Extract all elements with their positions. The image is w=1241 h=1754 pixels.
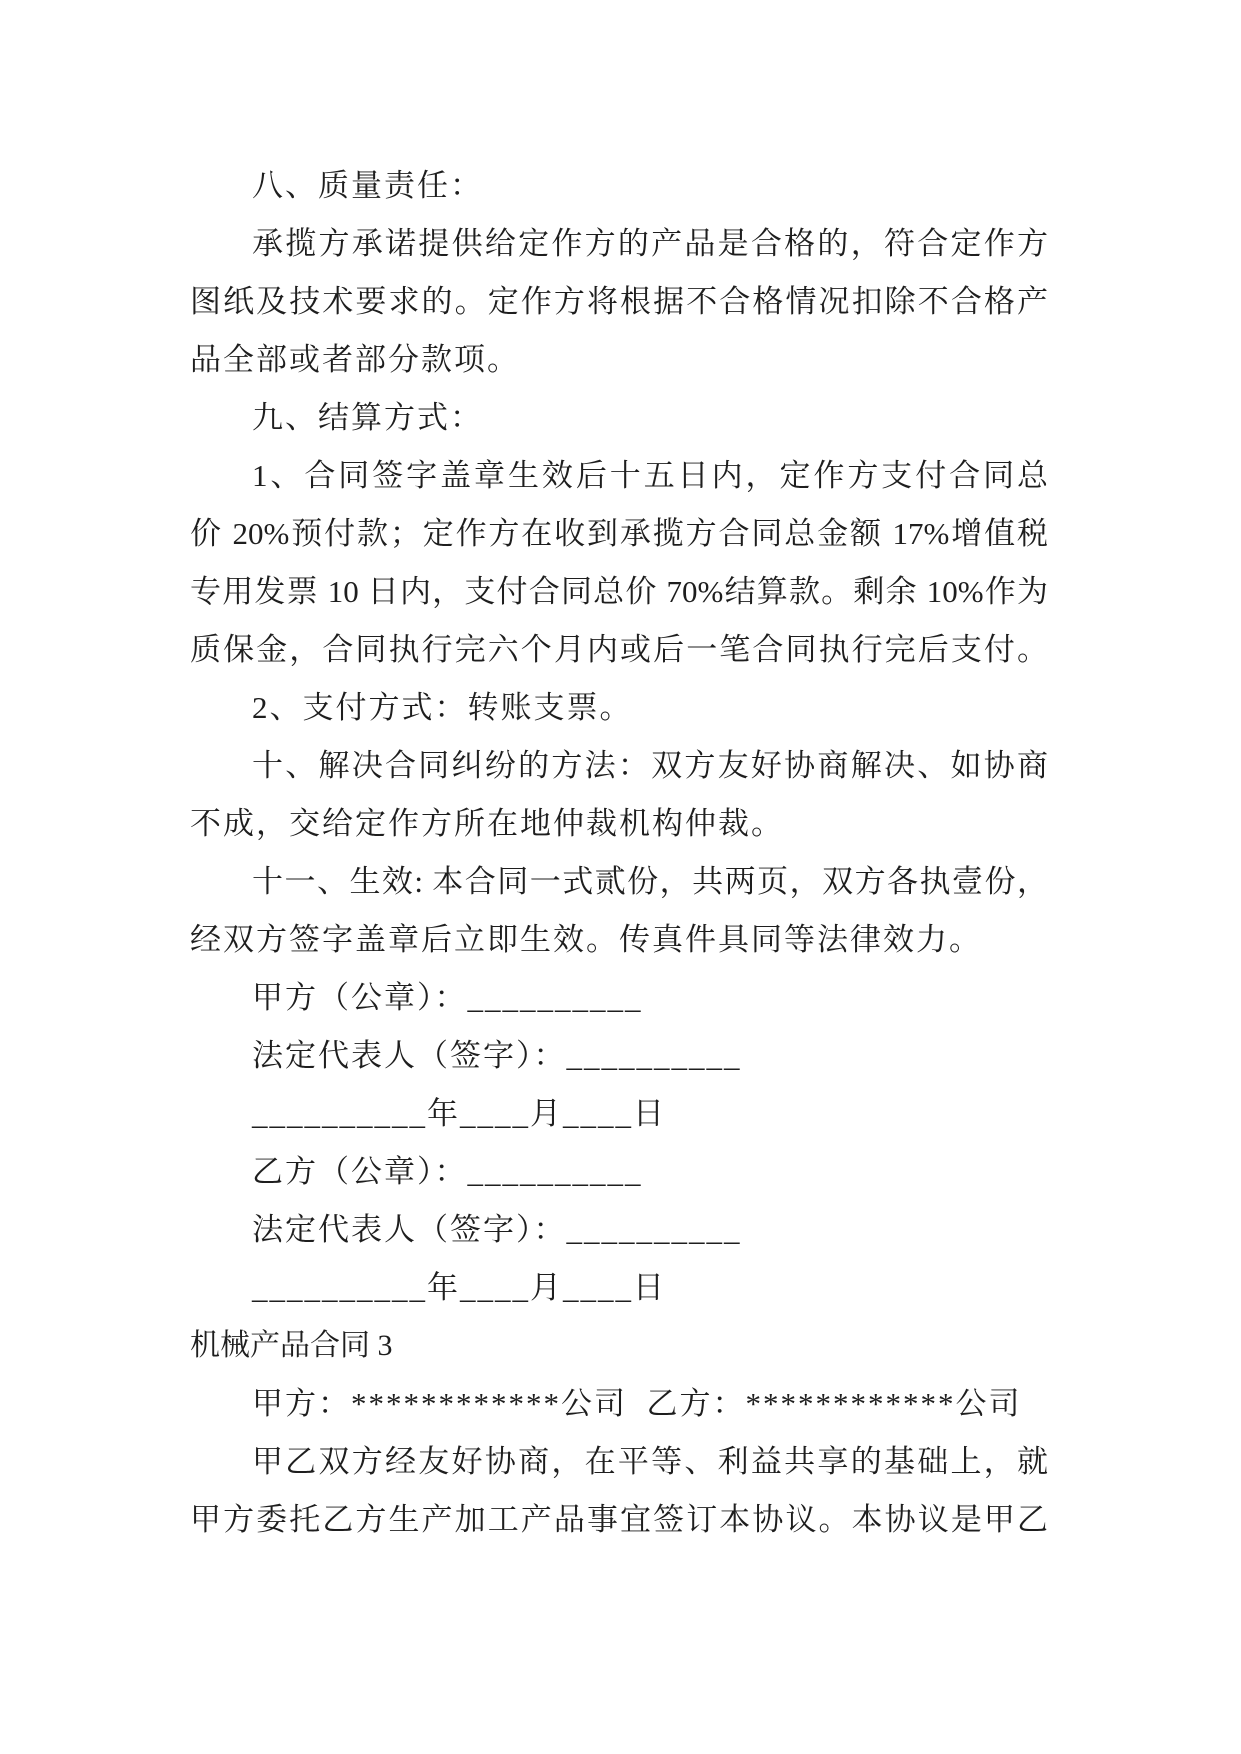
section-9-item-1-line: 1、合同签字盖章生效后十五日内，定作方支付合同总 (252, 458, 1048, 493)
section-10-line: 十、解决合同纠纷的方法：双方友好协商解决、如协商 (252, 748, 1048, 783)
party-b-representative-line: 法定代表人（签字）：__________ (252, 1212, 742, 1247)
section-8-line: 承揽方承诺提供给定作方的产品是合格的，符合定作方 (252, 226, 1048, 261)
party-b-date-line: __________年____月____日 (252, 1270, 666, 1305)
section-8-line: 品全部或者部分款项。 (190, 342, 520, 377)
section-10-line: 不成，交给定作方所在地仲裁机构仲裁。 (190, 806, 784, 841)
section-9-item-1-line: 专用发票 10 日内，支付合同总价 70%结算款。剩余 10%作为 (190, 574, 1048, 609)
document-body (190, 157, 1048, 1549)
section-8-line: 图纸及技术要求的。定作方将根据不合格情况扣除不合格产 (190, 284, 1048, 319)
contract-3-intro-line: 甲乙双方经友好协商，在平等、利益共享的基础上，就 (252, 1444, 1048, 1479)
contract-3-intro-line: 甲方委托乙方生产加工产品事宜签订本协议。本协议是甲乙 (190, 1502, 1048, 1537)
contract-3-title: 机械产品合同 3 (190, 1329, 393, 1362)
section-9-item-1-line: 质保金，合同执行完六个月内或后一笔合同执行完后支付。 (190, 632, 1048, 667)
section-9-item-1-line: 价 20%预付款；定作方在收到承揽方合同总金额 17%增值税 (190, 516, 1048, 551)
party-a-seal-line: 甲方（公章）：__________ (252, 980, 643, 1015)
section-9-heading: 九、结算方式： (252, 400, 483, 435)
party-a-representative-line: 法定代表人（签字）：__________ (252, 1038, 742, 1073)
party-a-date-line: __________年____月____日 (252, 1096, 666, 1131)
contract-3-parties: 甲方：************公司 乙方：************公司 (252, 1386, 1022, 1421)
section-8-heading: 八、质量责任： (252, 168, 483, 203)
party-b-seal-line: 乙方（公章）：__________ (252, 1154, 643, 1189)
section-11-line: 经双方签字盖章后立即生效。传真件具同等法律效力。 (190, 922, 982, 957)
section-11-line: 十一、生效: 本合同一式贰份，共两页，双方各执壹份， (252, 864, 1048, 899)
section-9-item-2: 2、支付方式：转账支票。 (252, 690, 633, 725)
